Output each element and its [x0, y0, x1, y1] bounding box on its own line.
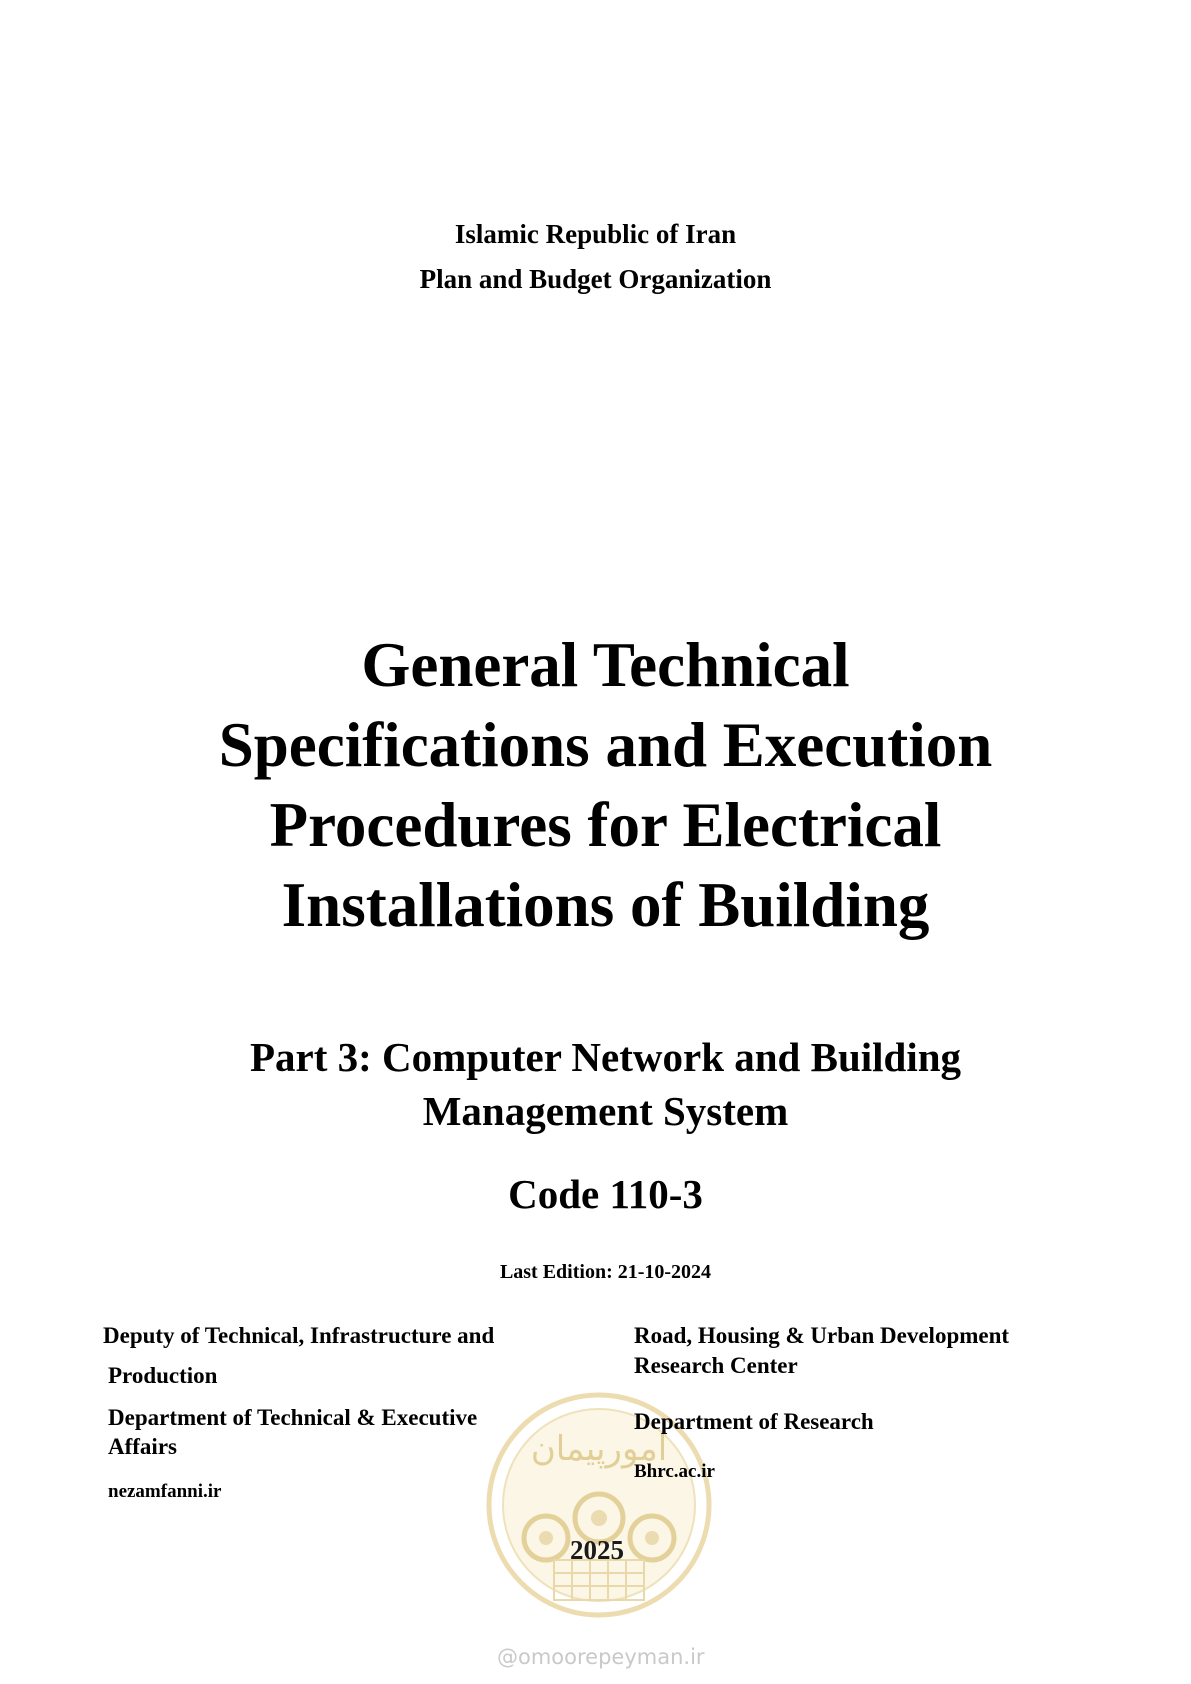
website-bhrc: Bhrc.ac.ir	[634, 1461, 715, 1482]
subtitle-line: Part 3: Computer Network and Building	[249, 1034, 962, 1080]
document-subtitle	[10, 1030, 1191, 1138]
title-line: Installations of Building	[281, 870, 930, 940]
research-center-line-1: Road, Housing & Urban Development	[634, 1323, 1010, 1348]
website-nezamfanni: nezamfanni.ir	[108, 1481, 222, 1502]
subtitle-line: Management System	[422, 1088, 789, 1134]
research-center-line-2: Research Center	[634, 1353, 798, 1378]
title-line: General Technical	[361, 630, 850, 700]
document-title	[10, 625, 1191, 945]
publication-year: 2025	[570, 1535, 624, 1565]
country-name: Islamic Republic of Iran	[454, 219, 737, 249]
department-technical-line-2: Affairs	[108, 1434, 177, 1459]
header-block	[0, 212, 1191, 302]
svg-text:امورپیمان: امورپیمان	[530, 1429, 668, 1469]
deputy-line-2: Production	[108, 1363, 218, 1388]
last-edition: Last Edition: 21-10-2024	[499, 1261, 712, 1283]
deputy-line-1: Deputy of Technical, Infrastructure and	[103, 1323, 495, 1348]
watermark-url-text: omoorepeyman.ir	[518, 1645, 705, 1669]
organization-name: Plan and Budget Organization	[419, 264, 772, 294]
department-technical-line-1: Department of Technical & Executive	[108, 1405, 478, 1430]
title-line: Specifications and Execution	[218, 710, 993, 780]
document-code: Code 110-3	[508, 1171, 703, 1217]
watermark-url	[497, 1645, 705, 1669]
at-icon: @	[497, 1645, 518, 1669]
department-research: Department of Research	[634, 1409, 874, 1434]
title-line: Procedures for Electrical	[269, 790, 942, 860]
